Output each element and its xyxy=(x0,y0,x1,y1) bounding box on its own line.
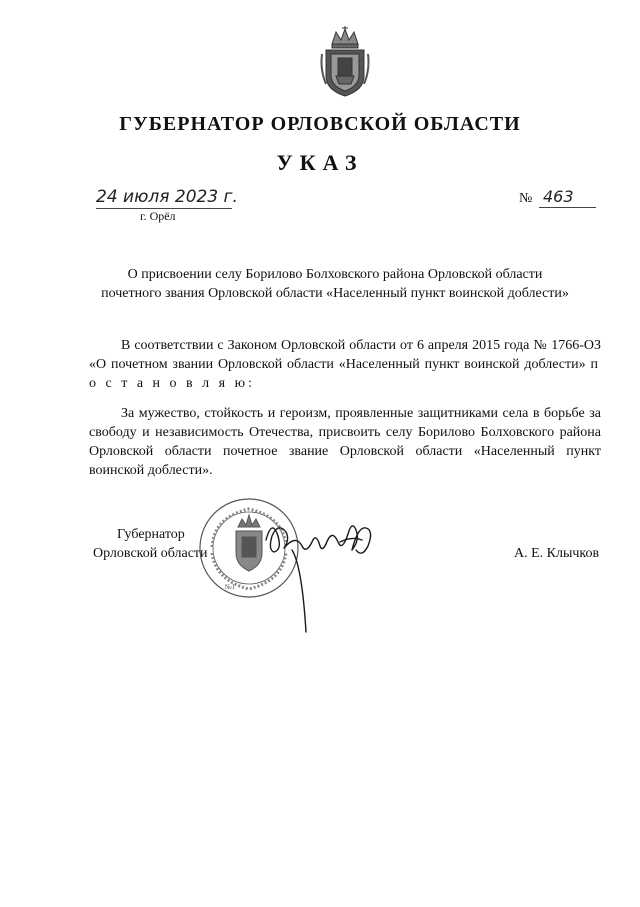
number-underline xyxy=(539,207,596,208)
document-subject xyxy=(70,265,600,303)
number-label: № xyxy=(519,191,533,206)
subject-line-1: О присвоении селу Борилово Болховского района Орловской области xyxy=(127,267,543,282)
signatory-name: А. Е. Клычков xyxy=(514,546,600,561)
authority-heading: ГУБЕРНАТОР ОРЛОВСКОЙ ОБЛАСТИ xyxy=(119,113,521,135)
body-paragraph-1 xyxy=(89,336,601,393)
signatory-position-line-2: Орловской области xyxy=(93,546,208,561)
seal-number: №1 xyxy=(225,583,236,591)
paragraph-1-end: : xyxy=(248,376,252,391)
coat-of-arms-icon xyxy=(318,26,372,98)
handwritten-signature-icon xyxy=(262,506,384,634)
document-date: 24 июля 2023 г. xyxy=(96,187,238,207)
document-type-title: УКАЗ xyxy=(276,150,364,175)
subject-line-2: почетного звания Орловской области «Населенный пункт воинской доблести» xyxy=(101,286,569,301)
document-city: г. Орёл xyxy=(140,209,176,223)
signatory-position-line-1: Губернатор xyxy=(117,527,185,542)
body-paragraph-2: За мужество, стойкость и героизм, проявленные защитниками села в борьбе за свободу и независимость Отечества, присвоить селу Борилово Болховского района Орловской области почетное звание Орловской области «Населенный пункт воинской доблести». xyxy=(89,406,601,478)
decree-word: п о с т а н о в л я ю xyxy=(89,357,601,391)
paragraph-1-text: В соответствии с Законом Орловской области от 6 апреля 2015 года № 1766-ОЗ «О почетном звании Орловской области «Населенный пункт воинской доблести» xyxy=(89,338,601,372)
document-number: 463 xyxy=(543,187,574,206)
